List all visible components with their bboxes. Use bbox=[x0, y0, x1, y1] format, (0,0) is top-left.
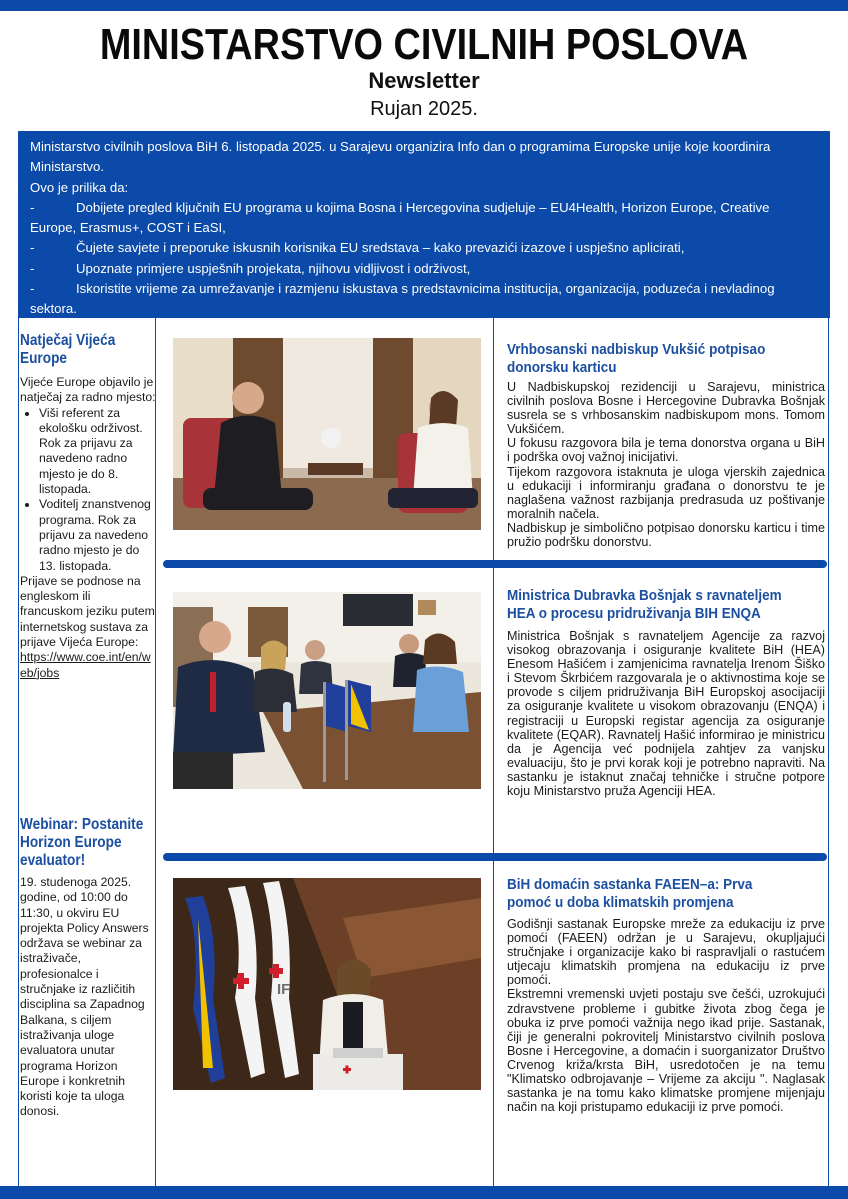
banner-lead: Ovo je prilika da: bbox=[30, 179, 129, 195]
article-2-title: Ministrica Dubravka Bošnjak s ravnateljem HEA o procesu pridruživanja BIH ENQA bbox=[507, 587, 782, 622]
list-item: • Voditelj znanstvenog programa. Rok za prijavu za navedeno radno mjesto je do 13. listopada. bbox=[39, 497, 156, 573]
issue-date: Rujan 2025. bbox=[370, 98, 478, 120]
webinar-heading: Webinar: Postanite Horizon Europe evaluator! bbox=[20, 816, 144, 869]
bottom-bar bbox=[0, 1186, 848, 1199]
photo-hea-meeting bbox=[173, 592, 481, 789]
banner-bullet bbox=[30, 238, 818, 258]
dash-marker: - bbox=[30, 260, 35, 276]
photo-archbishop-image bbox=[173, 338, 481, 530]
photo-faeen-image bbox=[173, 878, 481, 1090]
natjecaj-heading: Natječaj Vijeća Europe bbox=[20, 332, 116, 367]
article-3-title: BiH domaćin sastanka FAEEN–a: Prva pomoć u doba klimatskih promjena bbox=[507, 876, 753, 911]
article-1-paragraph: U Nadbiskupskoj rezidenciji u Sarajevu, ministrica civilnih poslova Bosne i Hercegovine Dubravka Bošnjak susrela se s vrhbosanskim nadbiskupom mons. Tomom Vukšićem. bbox=[507, 380, 825, 437]
banner-bullet-text: Čujete savjete i preporuke iskusnih korisnika EU sredstava – kako prevazići izazove i uspješno aplicirati, bbox=[76, 240, 685, 256]
banner-bullet-text: Dobijete pregled ključnih EU programa u kojima Bosna i Hercegovina sudjeluje – EU4Health, Horizon Europe, Creative Europe, Erasmus+, COST i EaSI, bbox=[30, 199, 770, 236]
section-separator bbox=[163, 560, 827, 568]
right-frame-line bbox=[828, 318, 829, 1186]
list-item: • Viši referent za ekološku održivost. Rok za prijavu za navedeno radno mjesto je do 8. listopada. bbox=[39, 406, 156, 498]
natjecaj-list bbox=[20, 406, 156, 574]
dash-marker: - bbox=[30, 199, 35, 215]
article-1-paragraph: Tijekom razgovora istaknuta je uloga vjerskih zajednica u edukaciji i informiranju građana o donorstvu te je naglašena važnost razbijanja predrasuda uz poštivanje moralnih načela. bbox=[507, 464, 825, 521]
photo-hea-image bbox=[173, 592, 481, 789]
coe-jobs-link[interactable]: https://www.coe.int/en/web/jobs bbox=[20, 650, 151, 680]
article-1-body bbox=[507, 380, 825, 549]
banner-bullet bbox=[30, 259, 818, 279]
dash-marker: - bbox=[30, 281, 35, 297]
article-3-paragraph: Ekstremni vremenski uvjeti postaju sve češći, uzrokujući zdravstvene probleme i gubitke života zbog čega je obuka iz prve pomoći važnija nego ikad prije. Sastanak, čiji je generalni pokrovitelj Ministarstvo civilnih poslova Bosne i Hercegovine, a domaćin i suorganizator Društvo Crvenog križa/krsta BiH, usredotočen je na temu "Klimatsko odbrojavanje – Vrijeme za akciju ". Naglasak sastanka je na tomu kako klimatske promjene mijenjaju način na koji pristupamo edukaciji iz prve pomoći. bbox=[507, 987, 825, 1115]
article-2-body bbox=[507, 629, 825, 798]
section-separator bbox=[163, 853, 827, 861]
article-1-paragraph: Nadbiskup je simbolično potpisao donorsku karticu i time pružio podršku donorstvu. bbox=[507, 520, 825, 550]
article-3-body bbox=[507, 917, 825, 1114]
photo-faeen-meeting bbox=[173, 878, 481, 1090]
article-2-paragraph: Ministrica Bošnjak s ravnateljem Agencije za razvoj visokog obrazovanja i osiguranje kvalitete BiH (HEA) Enesom Hašićem i zamjenicima ravnatelja Irenom Šiško i Stevom Škrbićem razgovarala je o aktivnostima koje se provode s ciljem pridruživanja BiH Europskoj asocijaciji za osiguranje kvalitete u visokom obrazovanju (ENQA) i registraciji u Europski registar agencija za osiguranje kvalitete (EQAR). Ravnatelj Hašić informirao je ministricu da je Agencija već podnijela zahtjev za vanjsku evaluaciju, što je prvi korak koji je potrebno napraviti. Na sastanku je istaknut značaj tehničke i stručne potpore koju Ministarstvo pruža Agenciji HEA. bbox=[507, 629, 825, 799]
ifrc-banner-label: IF bbox=[277, 981, 291, 998]
column-divider bbox=[493, 318, 494, 1186]
banner-bullet-text: Iskoristite vrijeme za umrežavanje i razmjenu iskustava s predstavnicima institucija, organizacija, poduzeća i nevladinog sektora. bbox=[30, 281, 775, 317]
article-1-paragraph: U fokusu razgovora bila je tema donorstva organa u BiH i podrška ovoj važnoj inicijativi. bbox=[507, 436, 825, 465]
banner-intro: Ministarstvo civilnih poslova BiH 6. listopada 2025. u Sarajevu organizira Info dan o programima Europske unije koje koordinira Ministarstvo. bbox=[30, 139, 771, 175]
banner-bullet bbox=[30, 279, 818, 320]
natjecaj-intro: Vijeće Europe objavilo je natječaj za radno mjesto: bbox=[20, 375, 156, 405]
photo-archbishop-meeting bbox=[173, 338, 481, 530]
article-3-paragraph: Godišnji sastanak Europske mreže za edukaciju iz prve pomoći (FAEEN) održan je u Sarajevu, okupljajući stručnjake i organizacije kako bi raspravljali o rastućem utjecaju klimatskih promjena na edukaciju iz prve pomoći. bbox=[507, 917, 825, 988]
natjecaj-outro: Prijave se podnose na engleskom ili francuskom jeziku putem internetskog sustava za prijave Vijeća Europe: bbox=[20, 573, 155, 650]
banner-bullet-text: Upoznate primjere uspješnih projekata, njihovu vidljivost i održivost, bbox=[76, 260, 471, 276]
sidebar bbox=[18, 318, 156, 1186]
top-bar bbox=[0, 0, 848, 11]
natjecaj-body bbox=[20, 375, 156, 681]
article-1-title: Vrhbosanski nadbiskup Vukšić potpisao donorsku karticu bbox=[507, 341, 766, 376]
newsletter-subtitle: Newsletter bbox=[368, 68, 480, 93]
webinar-body: 19. studenoga 2025. godine, od 10:00 do 11:30, u okviru EU projekta Policy Answers održava se webinar za istraživače, profesionalce i stručnjake iz različitih disciplina sa Zapadnog Balkana, s ciljem istraživanja uloge evaluatora unutar programa Horizon Europe i konkretnih koristi koje ta uloga donosi. bbox=[20, 875, 149, 1119]
dash-marker: - bbox=[30, 240, 35, 256]
info-day-banner bbox=[18, 131, 830, 318]
banner-bullet bbox=[30, 198, 818, 239]
page-title: MINISTARSTVO CIVILNIH POSLOVA bbox=[99, 20, 749, 69]
